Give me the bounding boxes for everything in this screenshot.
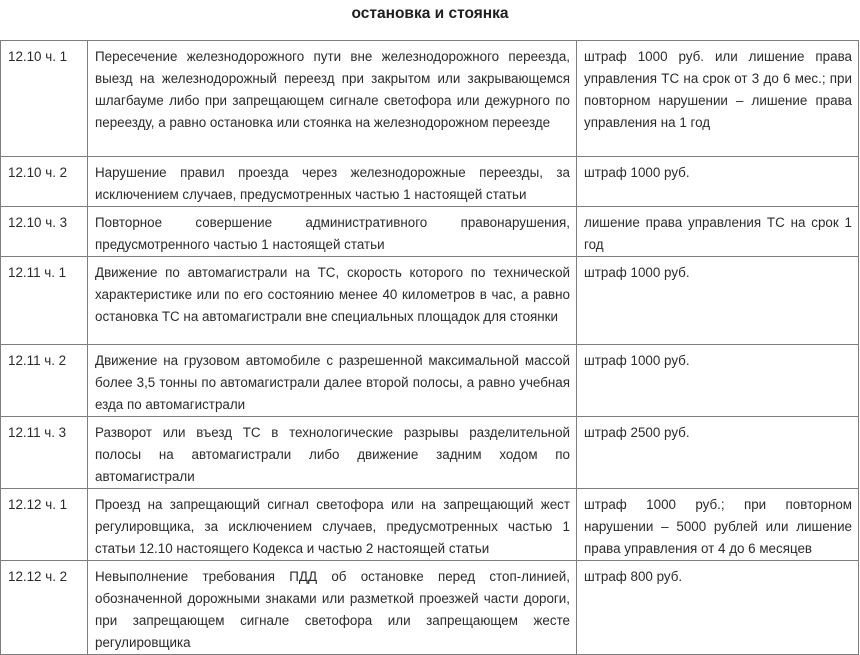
table-row [1,157,859,207]
table-heading: остановка и стоянка [351,5,509,22]
article-cell: 12.11 ч. 1 [1,257,88,345]
penalty-cell: штраф 1000 руб. или лишение права управления ТС на срок от 3 до 6 мес.; при повторном нарушении – лишение права управления на 1 год [577,41,859,157]
article-cell: 12.10 ч. 3 [1,207,88,257]
article-cell: 12.10 ч. 2 [1,157,88,207]
description-cell: Движение на грузовом автомобиле с разрешенной максимальной массой более 3,5 тонны по автомагистрали далее второй полосы, а равно учебная езда по автомагистрали [88,345,577,417]
description-cell: Пересечение железнодорожного пути вне железнодорожного переезда, выезд на железнодорожный переезд при закрытом или закрывающемся шлагбауме либо при запрещающем сигнале светофора или дежурного по переезду, а равно остановка или стоянка на железнодорожном переезде [88,41,577,157]
description-cell: Невыполнение требования ПДД об остановке перед стоп-линией, обозначенной дорожными знаками или разметкой проезжей части дороги, при запрещающем сигнале светофора или запрещающем жесте регулировщика [88,561,577,655]
article-cell: 12.12 ч. 1 [1,489,88,561]
table-row [1,41,859,157]
penalty-cell: штраф 800 руб. [577,561,859,655]
fines-table [0,40,859,655]
article-cell: 12.11 ч. 2 [1,345,88,417]
description-cell: Нарушение правил проезда через железнодорожные переезды, за исключением случаев, предусмотренных частью 1 настоящей статьи [88,157,577,207]
table-row [1,561,859,655]
article-cell: 12.12 ч. 2 [1,561,88,655]
description-cell: Повторное совершение административного правонарушения, предусмотренного частью 1 настоящей статьи [88,207,577,257]
penalty-cell: лишение права управления ТС на срок 1 год [577,207,859,257]
penalty-cell: штраф 1000 руб. [577,345,859,417]
table-row [1,345,859,417]
table-row [1,207,859,257]
penalty-cell: штраф 1000 руб.; при повторном нарушении – 5000 рублей или лишение права управления от 4 до 6 месяцев [577,489,859,561]
penalty-cell: штраф 1000 руб. [577,257,859,345]
description-cell: Проезд на запрещающий сигнал светофора или на запрещающий жест регулировщика, за исключением случаев, предусмотренных частью 1 статьи 12.10 настоящего Кодекса и частью 2 настоящей статьи [88,489,577,561]
article-cell: 12.11 ч. 3 [1,417,88,489]
description-cell: Разворот или въезд ТС в технологические разрывы разделительной полосы на автомагистрали либо движение задним ходом по автомагистрали [88,417,577,489]
table-row [1,257,859,345]
table-row [1,417,859,489]
description-cell: Движение по автомагистрали на ТС, скорость которого по технической характеристике или по его состоянию менее 40 километров в час, а равно остановка ТС на автомагистрали вне специальных площадок для стоянки [88,257,577,345]
penalty-cell: штраф 1000 руб. [577,157,859,207]
article-cell: 12.10 ч. 1 [1,41,88,157]
penalty-cell: штраф 2500 руб. [577,417,859,489]
table-row [1,489,859,561]
